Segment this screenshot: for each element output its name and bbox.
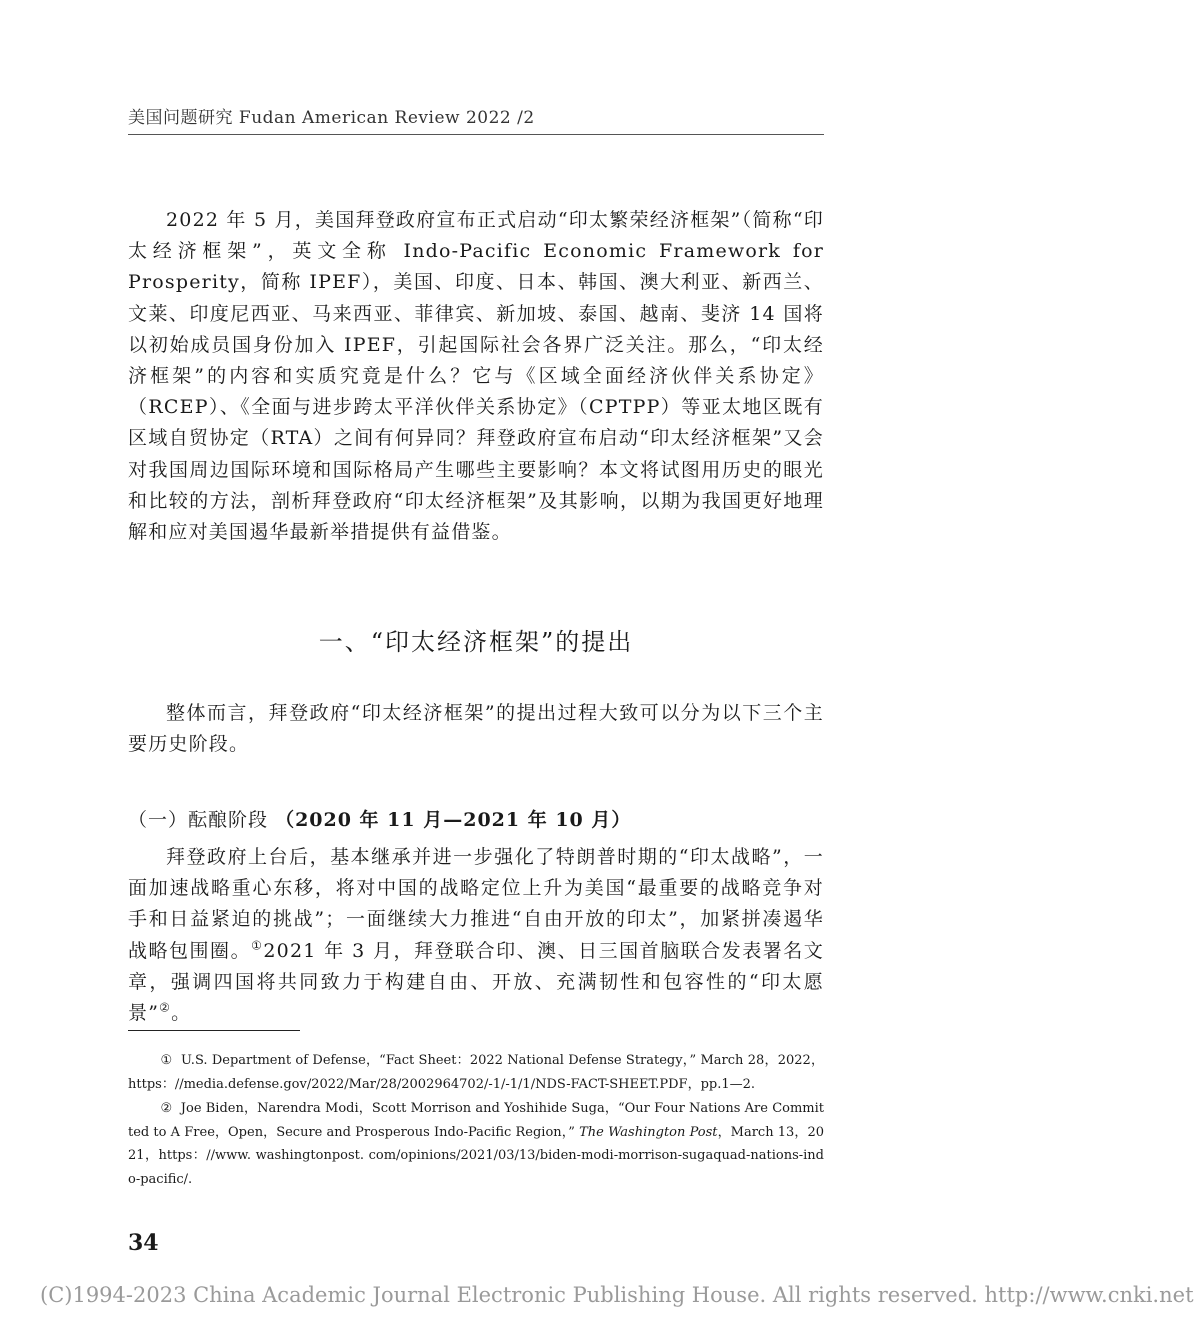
body-text-part3: 。: [171, 1002, 192, 1025]
footnote-2-text-before: Joe Biden，Narendra Modi，Scott Morrison and Yoshihide Suga，“Our Four Nations Are Committed to A Free，Open，Secure and Prosperous Indo-Pacific Region，”: [128, 1101, 825, 1140]
body-text-part1: 拜登政府上台后，基本继承并进一步强化了特朗普时期的“印太战略”，一面加速战略重心东移，将对中国的战略定位上升为美国“最重要的战略竞争对手和日益紧迫的挑战”；一面继续大力推进“自由开放的印太”，加紧拼凑遏华战略包围圈。: [128, 846, 824, 962]
body-paragraph: [128, 842, 824, 1029]
footnote-1-mark: ①: [160, 1053, 173, 1068]
copyright-watermark: (C)1994-2023 China Academic Journal Electronic Publishing House. All rights reserved. http://www.cnki.net: [40, 1283, 1194, 1307]
footnote-ref-2[interactable]: ②: [159, 1000, 172, 1015]
footnote-2: [128, 1097, 824, 1191]
body-text-part2: 2021 年 3 月，拜登联合印、澳、日三国首脑联合发表署名文章，强调四国将共同致力于构建自由、开放、充满韧性和包容性的“印太愿景”: [128, 939, 824, 1025]
subsection-label: （一）酝酿阶段: [128, 809, 269, 831]
header-rule: [128, 134, 824, 135]
footnote-1: [128, 1049, 824, 1096]
subsection-heading: [128, 805, 824, 832]
section-title: 一、“印太经济框架”的提出: [318, 628, 634, 656]
section-intro-paragraph: 整体而言，拜登政府“印太经济框架”的提出过程大致可以分为以下三个主要历史阶段。: [128, 702, 824, 756]
intro-paragraph: 2022 年 5 月，美国拜登政府宣布正式启动“印太繁荣经济框架”（简称“印太经济框架”，英文全称 Indo-Pacific Economic Framework for Prosperity，简称 IPEF），美国、印度、日本、韩国、澳大利亚、新西兰、文莱、印度尼西亚、马来西亚、菲律宾、新加坡、泰国、越南、斐济 14 国将以初始成员国身份加入 IPEF，引起国际社会各界广泛关注。那么，“印太经济框架”的内容和实质究竟是什么？它与《区域全面经济伙伴关系协定》（RCEP）、《全面与进步跨太平洋伙伴关系协定》（CPTPP）等亚太地区既有区域自贸协定（RTA）之间有何异同？拜登政府宣布启动“印太经济框架”又会对我国周边国际环境和国际格局产生哪些主要影响？本文将试图用历史的眼光和比较的方法，剖析拜登政府“印太经济框架”及其影响，以期为我国更好地理解和应对美国遏华最新举措提供有益借鉴。: [128, 209, 824, 544]
footnote-2-publication: The Washington Post: [579, 1124, 718, 1140]
footnote-1-text: U.S. Department of Defense，“Fact Sheet：2022 National Defense Strategy，” March 28，2022，https：//media.defense.gov/2022/Mar/28/2002964702/-1/-1/1/NDS-FACT-SHEET.PDF，pp.1—2.: [128, 1053, 824, 1092]
footnote-ref-1[interactable]: ①: [251, 938, 264, 953]
footnote-2-text-after: ，March 13，2021，https：//www. washingtonpost. com/opinions/2021/03/13/biden-modi-morrison-sugaquad-nations-indo-pacific/.: [128, 1124, 824, 1187]
subsection-period: （2020 年 11 月—2021 年 10 月）: [275, 809, 632, 831]
footnote-rule: [128, 1030, 300, 1031]
running-head: 美国问题研究 Fudan American Review 2022 /2: [128, 108, 535, 128]
page-number: 34: [128, 1230, 159, 1256]
footnote-2-mark: ②: [160, 1101, 173, 1116]
